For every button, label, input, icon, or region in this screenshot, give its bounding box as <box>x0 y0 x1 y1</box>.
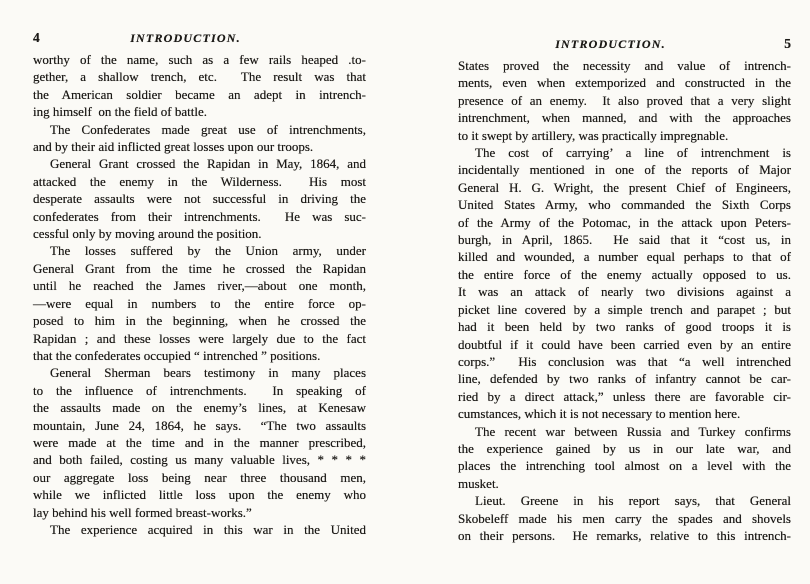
text-line: Skobeleff made his men carry the spades and shovels <box>458 510 791 526</box>
text-line: musket. <box>458 475 499 491</box>
text-line: attacked the enemy in the Wilderness. His most <box>33 173 366 189</box>
page-number-left: 4 <box>33 30 40 45</box>
text-line: cumstances, which it is not necessary to mention here. <box>458 406 741 422</box>
text-line: lay behind his well formed breast-works.” <box>33 504 252 520</box>
running-head-right: INTRODUCTION. <box>555 37 666 51</box>
text-line: The recent war between Russia and Turkey confirms <box>475 423 791 439</box>
text-line: confederates from their intrenchments. He was suc- <box>33 208 366 224</box>
text-line: to the influence of intrenchments. In speaking of <box>33 382 366 398</box>
text-line: General Grant from the time he crossed the Rapidan <box>33 260 366 276</box>
text-line: doubtful if it could have been carried even by an entire <box>458 336 791 352</box>
text-line: gether, a shallow trench, etc. The result was that <box>33 69 366 85</box>
text-line: that the confederates occupied “ intrenched ” positions. <box>33 347 321 363</box>
page-right-header <box>458 36 791 52</box>
text-line: incidentally mentioned in one of the reports of Major <box>458 162 791 178</box>
text-line: Rapidan ; and these losses were largely due to the fact <box>33 330 366 346</box>
text-line: The cost of carrying’ a line of intrenchment is <box>475 145 791 161</box>
text-line: until he reached the James river,—about one month, <box>33 278 366 294</box>
text-line: presence of an enemy. It also proved that a very slight <box>458 92 791 108</box>
page-left-body <box>33 51 366 538</box>
text-line: our aggregate loss being near three thousand men, <box>33 469 366 485</box>
text-line: to it swept by artillery, was practically impregnable. <box>458 127 729 143</box>
text-line: on their persons. He remarks, relative to this intrench- <box>458 527 791 543</box>
text-line: ing himself on the field of battle. <box>33 104 208 120</box>
text-line: cessful only by moving around the position. <box>33 226 262 242</box>
text-line: —were equal in numbers to the entire force op- <box>33 295 366 311</box>
page-number-right: 5 <box>784 36 791 51</box>
text-line: of the Army of the Potomac, in the attack upon Peters- <box>458 214 791 230</box>
text-line: the assaults made on the enemy’s lines, at Kenesaw <box>33 400 366 416</box>
text-line: line, defended by two ranks of infantry cannot be car- <box>458 371 791 387</box>
text-line: General Grant crossed the Rapidan in May, 1864, and <box>50 156 366 172</box>
text-line: desperate assaults were not successful in driving the <box>33 191 366 207</box>
text-line: ments, even when extemporized and constructed in the <box>458 75 791 91</box>
text-line: The experience acquired in this war in the United <box>50 521 366 537</box>
text-line: United States Army, who commanded the Sixth Corps <box>458 197 791 213</box>
running-head-left: INTRODUCTION. <box>130 31 241 45</box>
text-line: while we inflicted little loss upon the enemy who <box>33 487 366 503</box>
text-line: mountain, June 24, 1864, he says. “The two assaults <box>33 417 366 433</box>
page-right-body <box>458 57 791 544</box>
text-line: corps.” His conclusion was that “a well intrenched <box>458 353 791 369</box>
text-line: the entire force of the enemy actually opposed to us. <box>458 266 791 282</box>
text-line: intrenchment, when manned, and with the approaches <box>458 110 791 126</box>
text-line: The losses suffered by the Union army, under <box>50 243 366 259</box>
text-line: It was an attack of nearly two divisions against a <box>458 284 791 300</box>
page-right <box>458 36 791 544</box>
text-line: picket line covered by a simple trench and parapet ; but <box>458 301 791 317</box>
text-line: the American soldier became an adept in intrench- <box>33 86 366 102</box>
text-line: worthy of the name, such as a few rails heaped .to- <box>33 52 366 67</box>
page-left <box>33 30 366 538</box>
text-line: killed and wounded, a number equal perhaps to that of <box>458 249 791 265</box>
text-line: The Confederates made great use of intrenchments, <box>50 121 366 137</box>
text-line: General H. G. Wright, the present Chief of Engineers, <box>458 179 791 195</box>
text-line: ried by a direct attack,” unless there are favorable cir- <box>458 388 791 404</box>
text-line: and both failed, costing us many valuable lives, * * * * <box>33 452 366 468</box>
text-line: Lieut. Greene in his report says, that General <box>475 493 791 509</box>
text-line: General Sherman bears testimony in many places <box>50 365 366 381</box>
text-line: had it been held by two ranks of good troops it is <box>458 319 791 335</box>
page-left-header <box>33 30 366 46</box>
text-line: posed to him in the beginning, when he crossed the <box>33 313 366 329</box>
text-line: the experience gained by us in our late war, and <box>458 440 791 456</box>
text-line: places the intrenching tool almost on a level with the <box>458 458 791 474</box>
text-line: and by their aid inflicted great losses upon our troops. <box>33 139 314 155</box>
text-line: were made at the time and in the manner prescribed, <box>33 434 366 450</box>
text-line: burgh, in April, 1865. He said that it “cost us, in <box>458 232 791 248</box>
text-line: States proved the necessity and value of intrench- <box>458 58 791 73</box>
